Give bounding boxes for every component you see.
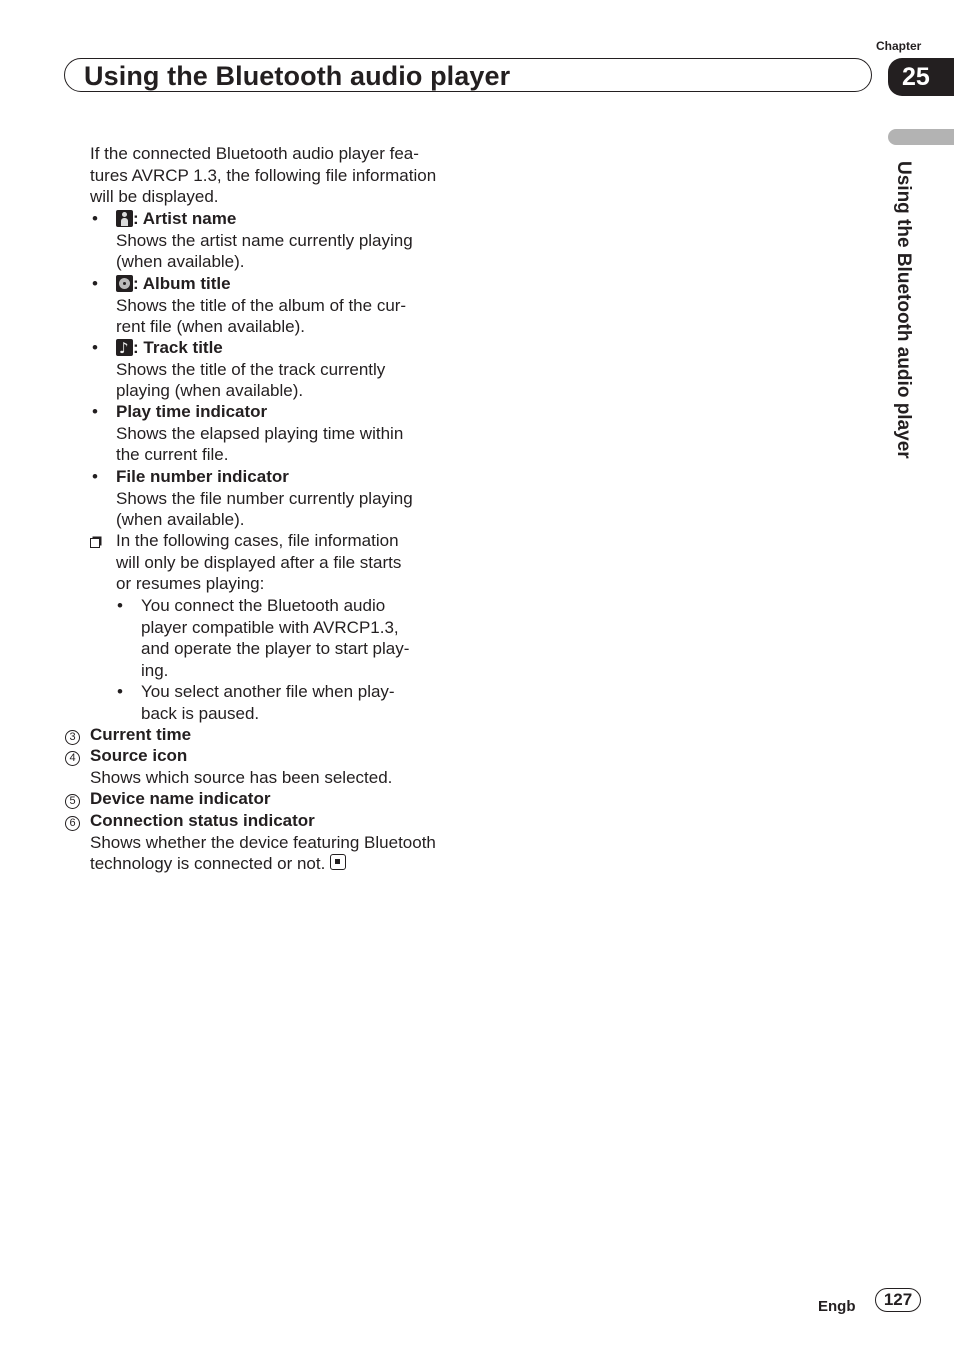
note-sub-line: You select another file when play-	[141, 682, 395, 701]
end-mark-icon	[330, 854, 346, 870]
note-line: will only be displayed after a file starts	[116, 552, 402, 572]
number-4-marker: 4	[65, 748, 80, 766]
chapter-number-tab: 25	[888, 58, 954, 96]
intro-line: will be displayed.	[90, 187, 219, 207]
source-icon-desc: Shows which source has been selected.	[90, 767, 393, 787]
bullet: •	[92, 467, 98, 486]
note-sub-line: back is paused.	[141, 703, 260, 723]
artist-desc: (when available).	[116, 252, 245, 272]
bullet: •	[117, 682, 123, 701]
note-line: or resumes playing:	[116, 574, 265, 594]
artist-desc: Shows the artist name currently playing	[116, 230, 413, 250]
note-checkbox-icon	[90, 535, 100, 553]
connection-status-item	[90, 810, 436, 875]
number-5-marker: 5	[65, 791, 80, 809]
note-sub-line: and operate the player to start play-	[141, 639, 410, 659]
note-paragraph	[116, 530, 401, 595]
source-icon-item	[90, 745, 392, 788]
album-label: : Album title	[133, 274, 231, 293]
filenum-desc: Shows the file number currently playing	[116, 488, 413, 508]
bullet: •	[117, 596, 123, 615]
note-sub-line: ing.	[141, 660, 169, 680]
connection-status-label: Connection status indicator	[90, 811, 315, 830]
track-desc: Shows the title of the track currently	[116, 359, 386, 379]
language-code: Engb	[818, 1298, 856, 1315]
album-desc: Shows the title of the album of the cur-	[116, 295, 407, 315]
bullet: •	[92, 338, 98, 357]
side-tab-marker	[888, 129, 954, 145]
intro-line: If the connected Bluetooth audio player fea-	[90, 144, 419, 163]
note-sub-line: You connect the Bluetooth audio	[141, 596, 386, 615]
album-item	[116, 273, 406, 338]
filenum-item	[116, 466, 413, 531]
album-desc: rent file (when available).	[116, 317, 305, 337]
source-icon-label: Source icon	[90, 746, 188, 765]
connection-status-desc: technology is connected or not.	[90, 854, 326, 874]
album-icon	[116, 275, 133, 292]
side-tab-title: Using the Bluetooth audio player	[893, 161, 914, 459]
chapter-label: Chapter	[876, 39, 922, 53]
intro-paragraph	[90, 143, 436, 208]
page-title: Using the Bluetooth audio player	[84, 61, 511, 91]
artist-label: : Artist name	[133, 209, 237, 228]
artist-item	[116, 208, 413, 273]
connection-status-desc: Shows whether the device featuring Bluetooth	[90, 832, 436, 852]
note-sub-item	[141, 681, 395, 724]
number-6-marker: 6	[65, 813, 80, 831]
note-line: In the following cases, file information	[116, 531, 399, 550]
page-number: 127	[875, 1288, 921, 1312]
track-icon	[116, 339, 133, 356]
track-label: : Track title	[133, 338, 223, 357]
intro-line: tures AVRCP 1.3, the following file information	[90, 165, 437, 185]
filenum-desc: (when available).	[116, 510, 245, 530]
bullet: •	[92, 209, 98, 228]
artist-icon	[116, 210, 133, 227]
bullet: •	[92, 402, 98, 421]
filenum-label: File number indicator	[116, 467, 289, 486]
current-time-label: Current time	[90, 725, 192, 744]
note-sub-line: player compatible with AVRCP1.3,	[141, 617, 399, 637]
playtime-desc: Shows the elapsed playing time within	[116, 423, 404, 443]
track-desc: playing (when available).	[116, 381, 304, 401]
playtime-item	[116, 401, 403, 466]
playtime-label: Play time indicator	[116, 402, 268, 421]
device-name-label: Device name indicator	[90, 789, 271, 808]
playtime-desc: the current file.	[116, 445, 229, 465]
bullet: •	[92, 274, 98, 293]
track-item	[116, 337, 385, 402]
number-3-marker: 3	[65, 727, 80, 745]
note-sub-item	[141, 595, 409, 681]
